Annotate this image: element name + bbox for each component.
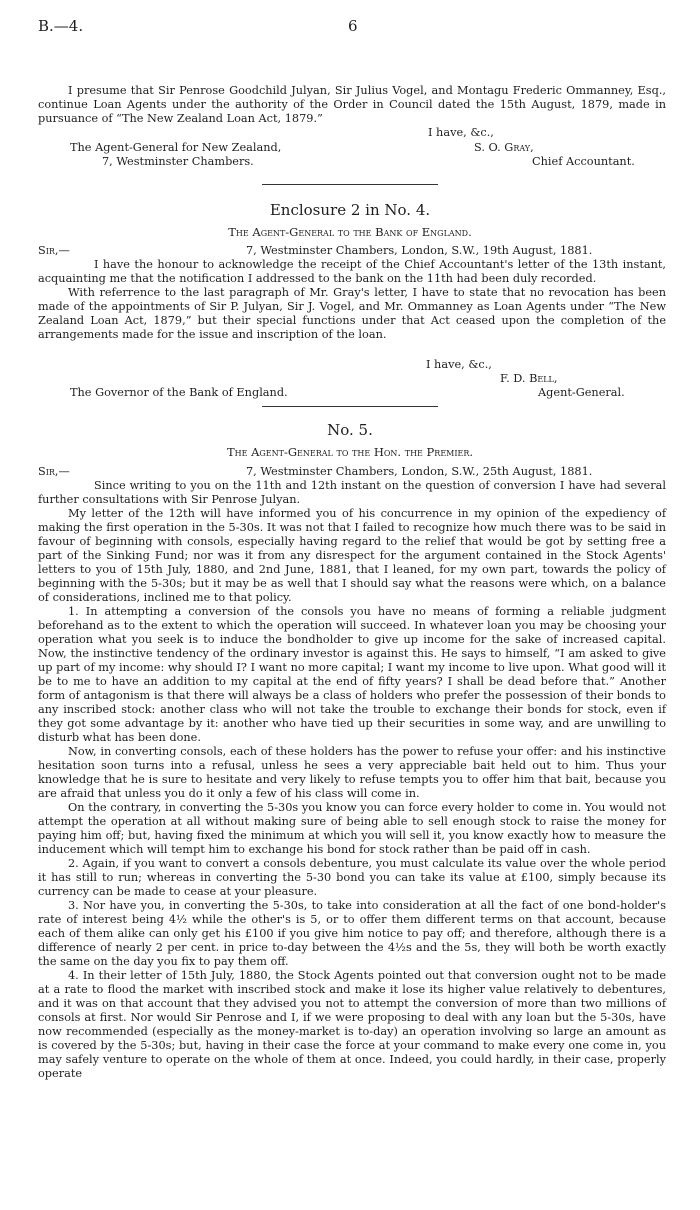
signature: F. D. Bell, — [500, 372, 558, 385]
salutation: Sir,— — [38, 465, 70, 478]
addressee-address: 7, Westminster Chambers. — [102, 155, 254, 168]
salutation: Sir,— — [38, 244, 70, 257]
enclosure-body: I have the honour to acknowledge the receipt of the Chief Accountant's letter of the 13th instant, acquainting me that the notification I addressed to the bank on the 11th had been duly recorded. With referrence to the last paragraph of Mr. Gray's letter, I have to state that no revocation has been made of the appointments of Sir P. Julyan, Sir J. Vogel, and Mr. Ommanney as Loan Agents under “The New Zealand Loan Act, 1879,” but their special functions under that Act ceased upon the completion of the arrangements made for the issue and inscription of the loan. — [38, 258, 666, 341]
letter-address: 7, Westminster Chambers, London, S.W., 19th August, 1881. — [246, 244, 593, 257]
addressee: The Governor of the Bank of England. — [70, 386, 288, 399]
addressee: The Agent-General for New Zealand, — [70, 141, 282, 154]
enclosure-subtitle: The Agent-General to the Bank of England. — [228, 225, 472, 239]
letter-body: Since writing to you on the 11th and 12th instant on the question of conversion I have had several further consultations with Sir Penrose Julyan. My letter of the 12th will have informed you of his concurrence in my opinion of the expediency of making the first operation in the 5-30s. It was not that I failed to recognize how much there was to be said in favour of beginning with consols, especially having regard to the relief that would be got by setting free a part of the Sinking Fund; nor was it from any disrespect for the argument contained in the Stock Agents' letters to you of 15th July, 1880, and 2nd June, 1881, that I leaned, for my own part, towards the policy of beginning with the 5-30s; but it may be as well that I should say what the reasons were which, on a balance of considerations, inclined me to that policy. 1. In attempting a conversion of the consols you have no means of forming a reliable judgment beforehand as to the extent to which the operation will succeed. In whatever loan you may be choosing your operation what you seek is to induce the bondholder to give up income for the sake of increased capital. Now, the instinctive tendency of the ordinary investor is against this. He says to himself, “I am asked to give up part of my income: why should I? I want no more capital; I want my income to live upon. What good will it be to me to have an addition to my capital at the end of fifty years? I shall be dead before that.” Another form of antagonism is that there will always be a class of holders who prefer the possession of their bonds to any inscribed stock: another class who will not take the trouble to exchange their bonds for stock, even if they got some advantage by it: another who have tied up their securities in some way, and are unwilling to disturb what has been done. Now, in converting consols, each of these holders has the power to refuse your offer: and his instinctive hesitation soon turns into a refusal, unless he sees a very appreciable bait held out to him. Thus your knowledge that he is sure to hesitate and very likely to refuse tempts you to offer him that bait, because you are afraid that unless you do it only a few of his class will come in. On the contrary, in converting the 5-30s you know you can force every holder to come in. You would not attempt the operation at all without making sure of being able to sell enough stock to raise the money for paying him off; but, having fixed the minimum at which you will sell it, you know exactly how to measure the inducement which will tempt him to exchange his bond for stock rather than be paid off in cash. 2. Again, if you want to convert a consols debenture, you must calculate its value over the whole period it has still to run; whereas in converting the 5-30 bond you can take its value at £100, simply because its currency can be made to cease at your pleasure. 3. Nor have you, in converting the 5-30s, to take into consideration at all the fact of one bond-holder's rate of interest being 4½ while the other's is 5, or to offer them different terms on that account, because each of them alike can only get his £100 if you give him notice to pay off; and therefore, although there is a difference of nearly 2 per cent. in price to-day between the 4½s and the 5s, they will both be worth exactly the same on the day you fix to pay them off. 4. In their letter of 15th July, 1880, the Stock Agents pointed out that conversion ought not to be made at a rate to flood the market with inscribed stock and make it lose its higher value relatively to debentures, and it was on that account that they advised you not to attempt the conversion of more than two millions of consols at first. Nor would Sir Penrose and I, if we were proposing to deal with any loan but the 5-30s, have now recommended (especially as the money-market is to-day) an operation involving so large an amount as is covered by the 5-30s; but, having in their case the force at your command to make every one come in, you may safely venture to operate on the whole of them at once. Indeed, you could hardly, in their case, properly operate — [38, 479, 666, 1080]
letter-address: 7, Westminster Chambers, London, S.W., 25th August, 1881. — [246, 465, 593, 478]
signature: S. O. Gray, — [474, 141, 534, 154]
signatory-title: Chief Accountant. — [532, 155, 635, 168]
letter-title: No. 5. — [327, 421, 373, 439]
signatory-title: Agent-General. — [538, 386, 625, 399]
page-header — [38, 19, 666, 39]
closing-phrase: I have, &c., — [428, 126, 494, 139]
page-number: 6 — [348, 17, 358, 35]
document-reference: B.—4. — [38, 17, 84, 35]
opening-paragraph: I presume that Sir Penrose Goodchild Julyan, Sir Julius Vogel, and Montagu Frederic Ommanney, Esq., continue Loan Agents under the authority of the Order in Council dated the 15th August, 1879, made in pursuance of “The New Zealand Loan Act, 1879.” — [38, 84, 666, 125]
section-divider — [262, 406, 438, 407]
letter-subtitle: The Agent-General to the Hon. the Premier. — [226, 445, 474, 459]
closing-phrase: I have, &c., — [426, 358, 492, 371]
enclosure-title: Enclosure 2 in No. 4. — [269, 201, 431, 219]
section-divider — [262, 184, 438, 185]
